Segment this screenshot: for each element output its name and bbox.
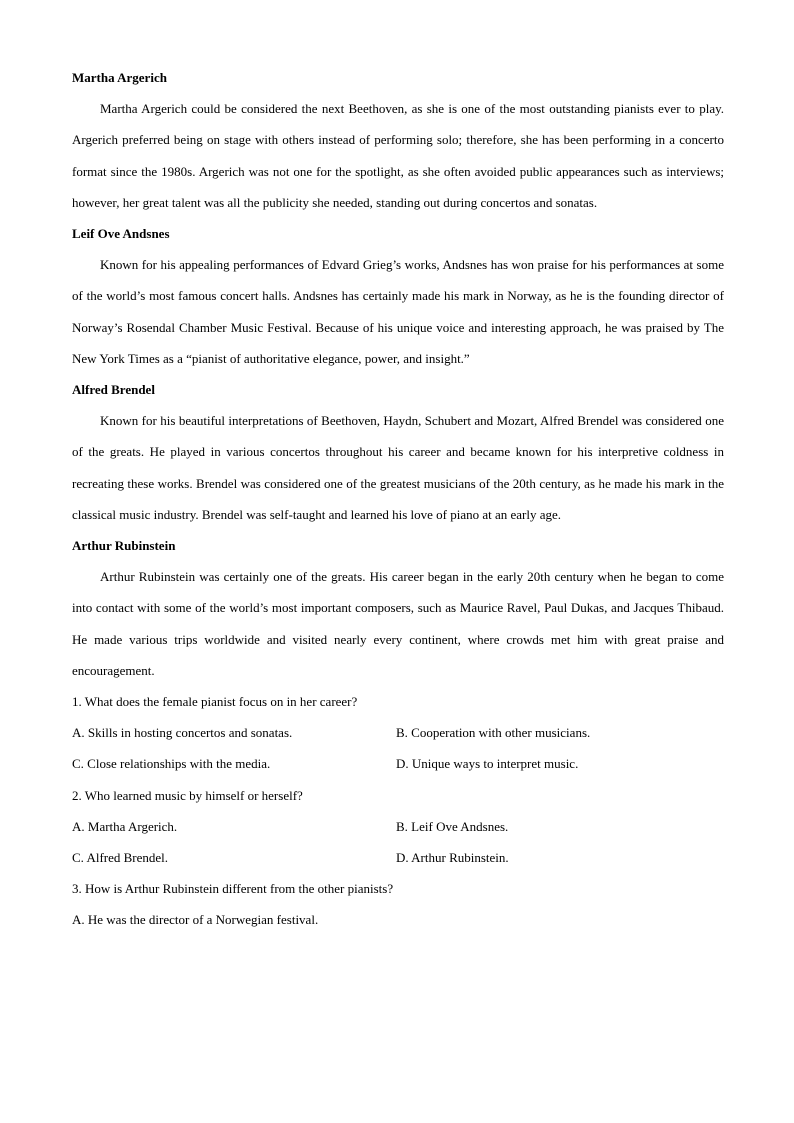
option-c: C. Close relationships with the media. xyxy=(72,756,271,772)
option-a: A. Skills in hosting concertos and sonatas. xyxy=(72,725,293,741)
option-row xyxy=(72,717,724,748)
option-d: D. Arthur Rubinstein. xyxy=(396,849,509,865)
option-a: A. He was the director of a Norwegian festival. xyxy=(72,912,319,928)
document-page xyxy=(72,62,724,936)
option-row xyxy=(72,748,724,779)
section-heading: Arthur Rubinstein xyxy=(72,538,176,553)
section-paragraph: Martha Argerich could be considered the next Beethoven, as she is one of the most outstanding pianists ever to play. Argerich preferred being on stage with others instead of performing solo; therefore, she has been performing in a concerto format since the 1980s. Argerich was not one for the spotlight, as she often avoided public appearances such as interviews; however, her great talent was all the publicity she needed, standing out during concertos and sonatas. xyxy=(72,101,724,210)
section-paragraph: Known for his beautiful interpretations of Beethoven, Haydn, Schubert and Mozart, Alfred Brendel was considered one of the greats. He played in various concertos throughout his career and became known for his interpretive coldness in recreating these works. Brendel was considered one of the greatest musicians of the 20th century, as he made his mark in the classical music industry. Brendel was self-taught and learned his love of piano at an early age. xyxy=(72,413,724,522)
section-paragraph: Known for his appealing performances of Edvard Grieg’s works, Andsnes has won praise for his performances at some of the world’s most famous concert halls. Andsnes has certainly made his mark in Norway, as he is the founding director of Norway’s Rosendal Chamber Music Festival. Because of his unique voice and interesting approach, he was praised by The New York Times as a “pianist of authoritative elegance, power, and insight.” xyxy=(72,257,724,366)
option-c: C. Alfred Brendel. xyxy=(72,849,169,865)
option-row xyxy=(72,811,724,842)
option-b: B. Cooperation with other musicians. xyxy=(396,725,591,741)
section-heading: Martha Argerich xyxy=(72,70,167,85)
section-heading: Alfred Brendel xyxy=(72,382,155,397)
question-text: 1. What does the female pianist focus on in her career? xyxy=(72,694,358,709)
option-d: D. Unique ways to interpret music. xyxy=(396,756,579,772)
option-b: B. Leif Ove Andsnes. xyxy=(396,818,509,834)
question-text: 2. Who learned music by himself or herself? xyxy=(72,787,303,803)
section-paragraph: Arthur Rubinstein was certainly one of the greats. His career began in the early 20th century when he began to come into contact with some of the world’s most important composers, such as Maurice Ravel, Paul Dukas, and Jacques Thibaud. He made various trips worldwide and visited nearly every continent, where crowds met him with great praise and encouragement. xyxy=(72,569,724,678)
option-a: A. Martha Argerich. xyxy=(72,818,178,834)
question-text: 3. How is Arthur Rubinstein different from the other pianists? xyxy=(72,881,394,897)
option-row xyxy=(72,842,724,873)
section-heading: Leif Ove Andsnes xyxy=(72,226,170,241)
